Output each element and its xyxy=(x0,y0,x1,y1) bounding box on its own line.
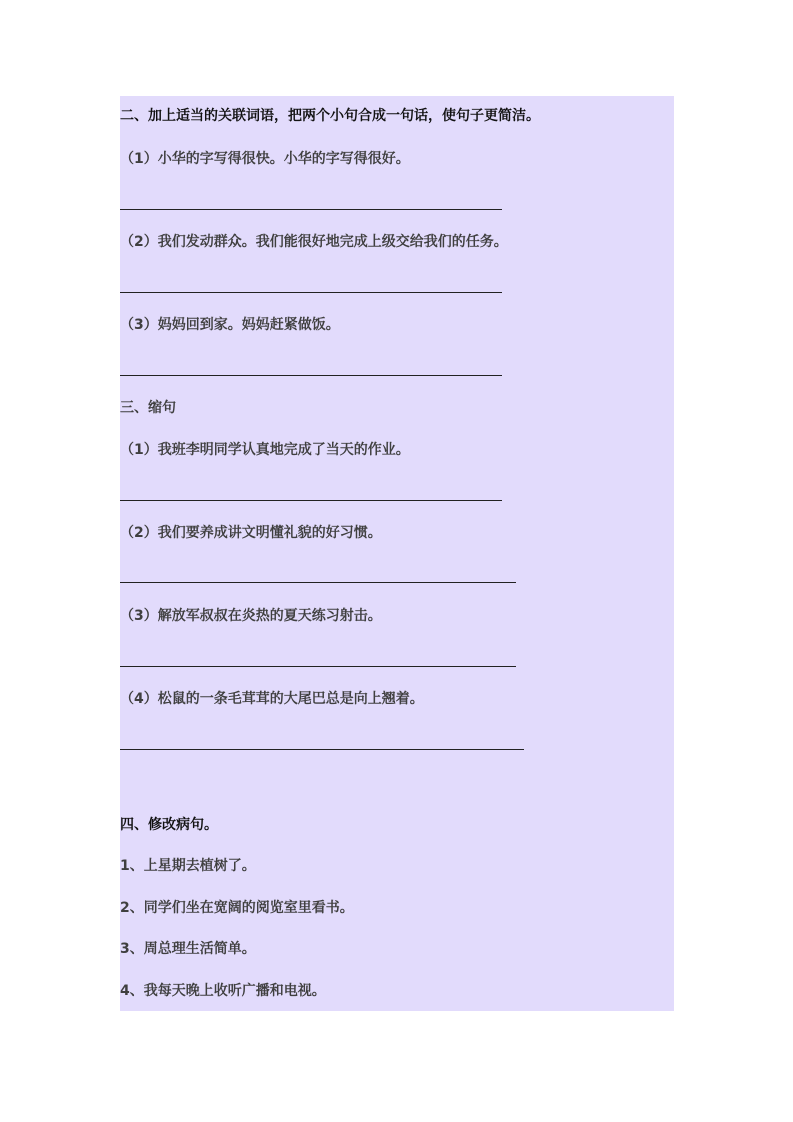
section-2-item-1: （1）小华的字写得很快。小华的字写得很好。 xyxy=(120,151,410,167)
answer-line xyxy=(120,292,502,293)
section-4-item-3: 3、周总理生活简单。 xyxy=(120,941,256,957)
section-2-item-3: （3）妈妈回到家。妈妈赶紧做饭。 xyxy=(120,317,340,333)
section-3-item-2: （2）我们要养成讲文明懂礼貌的好习惯。 xyxy=(120,525,382,541)
section-4-title: 四、修改病句。 xyxy=(120,817,218,833)
section-4-item-4: 4、我每天晚上收听广播和电视。 xyxy=(120,983,326,999)
section-2-item-2: （2）我们发动群众。我们能很好地完成上级交给我们的任务。 xyxy=(120,234,508,250)
section-2-title: 二、加上适当的关联词语，把两个小句合成一句话，使句子更简洁。 xyxy=(120,108,540,124)
answer-line xyxy=(120,582,516,583)
section-3-item-3: （3）解放军叔叔在炎热的夏天练习射击。 xyxy=(120,608,382,624)
section-4-item-1: 1、上星期去植树了。 xyxy=(120,858,256,874)
answer-line xyxy=(120,375,502,376)
answer-line xyxy=(120,209,502,210)
answer-line xyxy=(120,500,502,501)
section-3-item-4: （4）松鼠的一条毛茸茸的大尾巴总是向上翘着。 xyxy=(120,691,424,707)
answer-line xyxy=(120,749,524,750)
section-4-item-2: 2、同学们坐在宽阔的阅览室里看书。 xyxy=(120,900,354,916)
answer-line xyxy=(120,666,516,667)
section-3-item-1: （1）我班李明同学认真地完成了当天的作业。 xyxy=(120,442,410,458)
section-3-title: 三、缩句 xyxy=(120,400,176,416)
